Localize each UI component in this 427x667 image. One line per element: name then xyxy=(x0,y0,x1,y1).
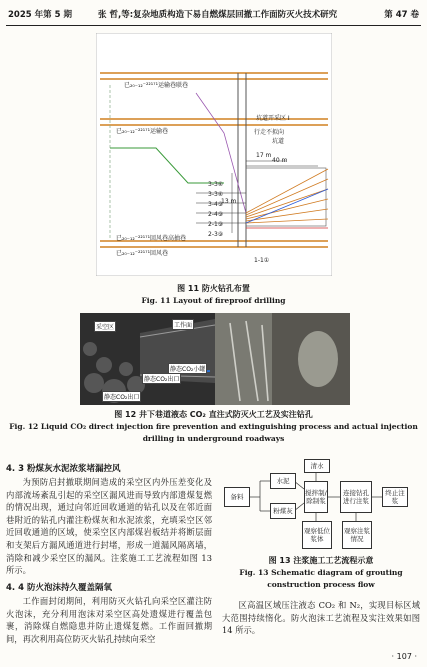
flow-mixing: 搅拌制/除制浆 xyxy=(304,481,328,513)
flow-pump-drill: 连接钻孔进行注浆 xyxy=(340,481,372,513)
label-dist-13m: 13 m xyxy=(221,198,237,205)
right-column-body: 区高温区域压注液态 CO₂ 和 N₂，实现目标区域大范围持续惰化。防火泡沫工艺流程及实注效果如图 14 所示。 xyxy=(222,600,420,636)
fig12-caption-cn: 图 12 井下巷道液态 CO₂ 直注式防灭火工艺及实注钻孔 xyxy=(114,410,313,419)
flow-fly-ash: 粉煤灰 xyxy=(270,503,296,519)
volume: 第 47 卷 xyxy=(384,10,419,20)
fig12-caption-en-2: drilling in underground roadways xyxy=(142,434,285,443)
tag-gob: 采空区 xyxy=(94,321,116,332)
hole-label: 2-1⑨ xyxy=(208,221,224,228)
flow-check-grouting: 观察注浆情况 xyxy=(342,521,372,549)
fig11-caption-cn: 图 11 防火钻孔布置 xyxy=(177,284,250,293)
hole-label: 3-3④ xyxy=(208,181,224,188)
hole-label: 2-4⑨ xyxy=(208,211,224,218)
label-transport-roadway: 已₂₀₋₁₂⁻²²¹⁷¹运输巷 xyxy=(116,128,168,135)
label-gob-area: 坑道开采区 I xyxy=(256,115,290,122)
section-4-4-body: 工作面封闭期间，利用防灭火钻孔向采空区灌注防火泡沫，充分利用泡沫对采空区高处遗煤进行覆盖包裹，消除煤自燃隐患并防止遗煤复燃。工作面回撤期间，再次利用高位防灭火钻孔持续向采空 xyxy=(6,596,212,644)
tag-co2-outlet-2: 静态CO₂出口 xyxy=(102,391,141,402)
flow-stop: 终止注浆 xyxy=(382,487,408,507)
figure-12 xyxy=(80,313,350,405)
label-dist-40m: 40 m xyxy=(272,157,288,164)
running-title: 张 哲,等:复杂地质构造下易自燃煤层回撤工作面防灭火技术研究 xyxy=(98,10,338,20)
tag-co2-tank: 静态CO₂小罐 xyxy=(168,363,207,374)
hole-label: 3-3④ xyxy=(208,191,224,198)
label-side-2: 坑道 xyxy=(272,138,285,145)
label-side-1: 行走不拟向 xyxy=(254,129,285,136)
header-rule xyxy=(6,25,421,26)
flow-water: 清水 xyxy=(304,459,330,473)
label-return-high-roadway: 已₂₀₋₁₂⁻²²¹⁷¹回风巷高抽巷 xyxy=(116,235,186,242)
figure-11 xyxy=(96,33,332,276)
flow-cement: 水泥 xyxy=(270,473,296,489)
label-return-roadway: 已₂₀₋₁₂⁻²²¹⁷¹回风巷 xyxy=(116,250,168,257)
hole-label: 3-4⑨ xyxy=(208,201,224,208)
page-number: · 107 · xyxy=(391,652,417,661)
figure-13 xyxy=(222,459,420,551)
fig13-caption-en-2: construction process flow xyxy=(267,580,375,589)
section-4-3-title: 4. 3 粉煤灰水泥浓浆堵漏控风 xyxy=(6,464,121,474)
flow-check-low: 观察低位浆体 xyxy=(302,521,332,549)
fig11-caption-en: Fig. 11 Layout of fireproof drilling xyxy=(141,296,286,305)
hole-label: 2-3⑨ xyxy=(208,231,224,238)
journal-issue: 2025 年第 5 期 xyxy=(8,10,72,20)
tag-working-face: 工作面 xyxy=(172,319,194,330)
fig13-caption-cn: 图 13 注浆施工工艺流程示意 xyxy=(268,556,374,565)
fig13-caption-en-1: Fig. 13 Schematic diagram of grouting xyxy=(239,568,403,577)
label-dist-17m: 17 m xyxy=(256,152,272,159)
section-4-4-title: 4. 4 防火泡沫持久覆盖隔氧 xyxy=(6,583,112,593)
section-4-3-body: 为预防启封撤联期间造成的采空区内外压差变化及内部流场紊乱引起的采空区漏风进而导致内部遗煤复燃的情况出现，通过向邻近回收通道的钻孔以及在邻近面巷附近的钻孔内灌注粉煤灰和水泥浓浆，充填采空区邻近回收通道的区域，使采空区内部煤岩板结并将断层面和支架后方漏风通道进行封堵，形成一道漏风隔离墙，消除和减少采空区的漏风。注浆施工工艺流程如图 13 所示。 xyxy=(6,477,212,576)
flow-material: 备料 xyxy=(224,487,250,507)
fig12-caption-en-1: Fig. 12 Liquid CO₂ direct injection fire prevention and extinguishing process and actual injection xyxy=(9,422,418,431)
label-hole-1-1: 1-1① xyxy=(254,257,270,264)
label-transport-connection: 已₂₀₋₁₂⁻²²¹⁷¹运输巷联巷 xyxy=(124,82,188,89)
tag-co2-outlet: 静态CO₂出口 xyxy=(142,373,181,384)
